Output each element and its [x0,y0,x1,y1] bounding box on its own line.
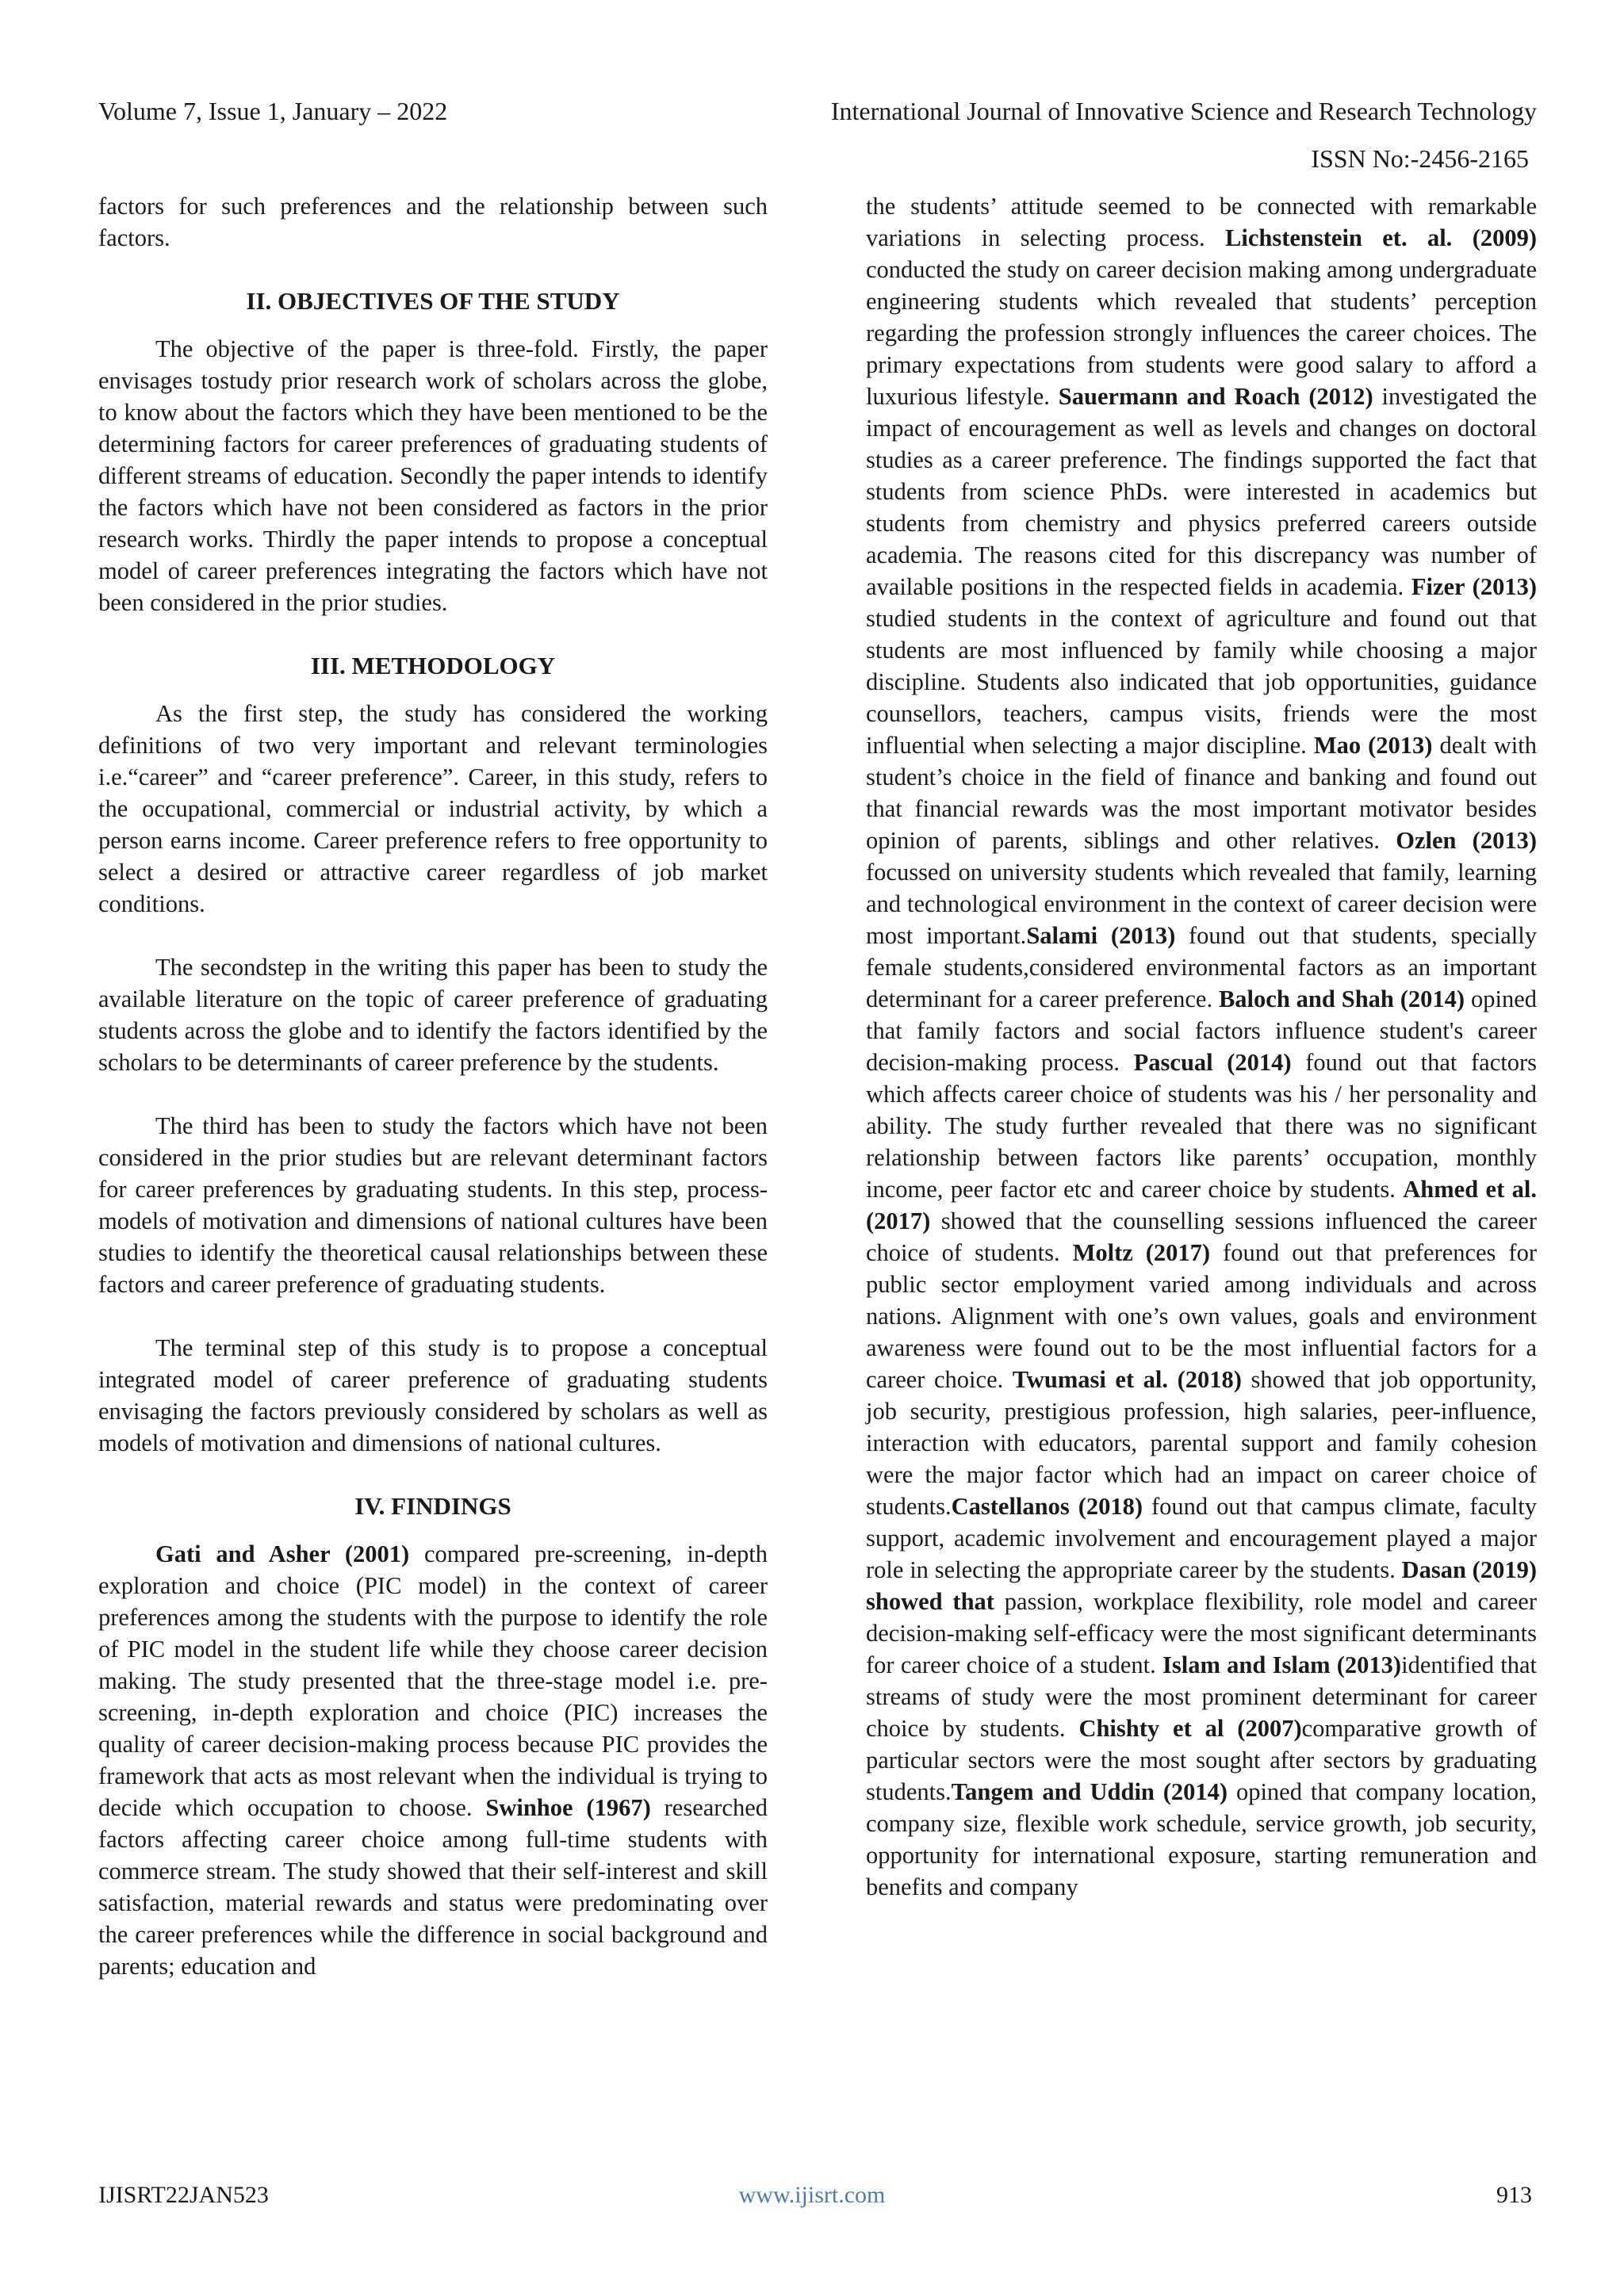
text: opined that company location, company size, flexible work schedule, service growth, job security, opportunity for international exposure, starting remuneration and benefits and company [866,1778,1538,1900]
section-heading-methodology: III. METHODOLOGY [310,652,556,679]
journal-url-link[interactable]: www.ijisrt.com [738,2182,886,2208]
text: found out that factors which affects career choice of students was his / her personality and ability. The study further revealed that there was no significant relationship between factors like parents’ occupation, monthly income, peer factor etc and career choice by students. [866,1049,1537,1203]
text: compared pre-screening, in-depth exploration and choice (PIC model) in the context of career preferences among the students with the purpose to identify the role of PIC model in the student life while they choose career decision making. The study presented that the three-stage model i.e. pre-screening, in-depth exploration and choice (PIC) increases the quality of career decision-making process because PIC provides the framework that acts as most relevant when the individual is trying to decide which occupation to choose. [98,1540,768,1821]
citation: Ahmed et al. (2017) [866,1176,1537,1234]
text: found out that campus climate, faculty support, academic involvement and encouragement played a major role in selecting the appropriate career by the students. [866,1493,1537,1583]
citation: Twumasi et al. (2018) [1012,1366,1242,1393]
methodology-paragraph-2: The secondstep in the writing this paper has been to study the available literature on the topic of career preference of graduating students across the globe and to identify the factors identified by the scholars to be determinants of career preference by the students. [98,954,768,1076]
left-column [98,190,768,1982]
page-number: 913 [1496,2182,1532,2208]
citation: Baloch and Shah (2014) [1218,985,1465,1012]
text: the students’ attitude seemed to be connected with remarkable variations in selecting process. [866,193,1537,251]
volume-info: Volume 7, Issue 1, January – 2022 [98,97,448,125]
text: identified that streams of study were the most prominent determinant for career choice by students. [866,1651,1537,1742]
right-column [866,190,1537,1903]
text: focussed on university students which revealed that family, learning and technological environment in the context of career decision were most important. [866,859,1537,949]
methodology-paragraph-3: The third has been to study the factors which have not been considered in the prior studies but are relevant determinant factors for career preferences by graduating students. In this step, process-models of motivation and dimensions of national cultures have been studies to identify the theoretical causal relationships between these factors and career preference of graduating students. [98,1112,768,1298]
text: dealt with student’s choice in the field of finance and banking and found out that financial rewards was the most important motivator besides opinion of parents, siblings and other relatives. [866,732,1537,854]
text: showed that the counselling sessions influenced the career choice of students. [866,1207,1537,1266]
section-heading-objectives: II. OBJECTIVES OF THE STUDY [246,287,620,315]
methodology-paragraph-1: As the first step, the study has considered the working definitions of two very important and relevant terminologies i.e.“career” and “career preference”. Career, in this study, refers to the occupational, commercial or industrial activity, by which a person earns income. Career preference refers to free opportunity to select a desired or attractive career regardless of job market conditions. [98,700,768,917]
citation: Sauermann and Roach (2012) [1058,383,1373,410]
issn: ISSN No:-2456-2165 [1311,144,1529,173]
text: opined that family factors and social factors influence student's career decision-making process. [866,985,1537,1076]
text: found out that students, specially female students,considered environmental factors as an important determinant for a career preference. [866,922,1537,1012]
citation: Mao (2013) [1313,732,1433,759]
methodology-paragraph-4: The terminal step of this study is to propose a conceptual integrated model of career preference of graduating students envisaging the factors previously considered by scholars as well as models of motivation and dimensions of national cultures. [98,1334,768,1456]
text: found out that preferences for public sector employment varied among individuals and across nations. Alignment with one’s own values, goals and environment awareness were found out to be the most influential factors for a career choice. [866,1239,1537,1393]
citation: Islam and Islam (2013) [1162,1651,1402,1678]
citation: Moltz (2017) [1072,1239,1211,1266]
objectives-paragraph: The objective of the paper is three-fold. Firstly, the paper envisages tostudy prior research work of scholars across the globe, to know about the factors which they have been mentioned to be the determining factors for career preferences of graduating students of different streams of education. Secondly the paper intends to identify the factors which have not been considered as factors in the prior research works. Thirdly the paper intends to propose a conceptual model of career preferences integrating the factors which have not been considered in the prior studies. [98,335,768,616]
text: passion, workplace flexibility, role model and career decision-making self-efficacy were the most significant determinants for career choice of a student. [866,1588,1537,1678]
text: conducted the study on career decision making among undergraduate engineering students which revealed that students’ perception regarding the profession strongly influences the career choices. The primary expectations from students were good salary to afford a luxurious lifestyle. [866,256,1537,410]
text: studied students in the context of agriculture and found out that students are most influenced by family while choosing a major discipline. Students also indicated that job opportunities, guidance counsellors, teachers, campus visits, friends were the most influential when selecting a major discipline. [866,605,1537,759]
text: comparative growth of particular sectors were the most sought after sectors by graduating students. [866,1715,1537,1805]
findings-paragraph [98,1538,768,1982]
intro-tail: factors for such preferences and the relationship between such factors. [98,193,768,251]
text: investigated the impact of encouragement as well as levels and changes on doctoral studies as a career preference. The findings supported the fact that students from science PhDs. were interested in academics but students from chemistry and physics preferred careers outside academia. The reasons cited for this discrepancy was number of available positions in the respected fields in academia. [866,383,1537,600]
text: showed that job opportunity, job security, prestigious profession, high salaries, peer-influence, interaction with educators, parental support and family cohesion were the major factor which had an impact on career choice of students. [866,1366,1537,1520]
paper-code: IJISRT22JAN523 [98,2182,269,2208]
citation: Ozlen (2013) [1396,827,1537,854]
citation: Chishty et al (2007) [1078,1715,1302,1742]
text: researched factors affecting career choice among full-time students with commerce stream. The study showed that their self-interest and skill satisfaction, material rewards and status were predominating over the career preferences while the difference in social background and parents; education and [98,1794,768,1980]
citation: Gati and Asher (2001) [155,1540,410,1567]
citation: Fizer (2013) [1411,573,1537,600]
citation: Tangem and Uddin (2014) [951,1778,1228,1805]
section-heading-findings: IV. FINDINGS [354,1492,511,1520]
findings-continued [866,190,1537,1903]
citation: Salami (2013) [1026,922,1176,949]
citation: Dasan (2019) showed that [866,1556,1537,1615]
journal-title: International Journal of Innovative Science and Research Technology [830,97,1537,125]
citation: Swinhoe (1967) [485,1794,651,1821]
citation: Pascual (2014) [1133,1049,1292,1076]
citation: Castellanos (2018) [951,1493,1143,1520]
citation: Lichstenstein et. al. (2009) [1225,224,1538,251]
